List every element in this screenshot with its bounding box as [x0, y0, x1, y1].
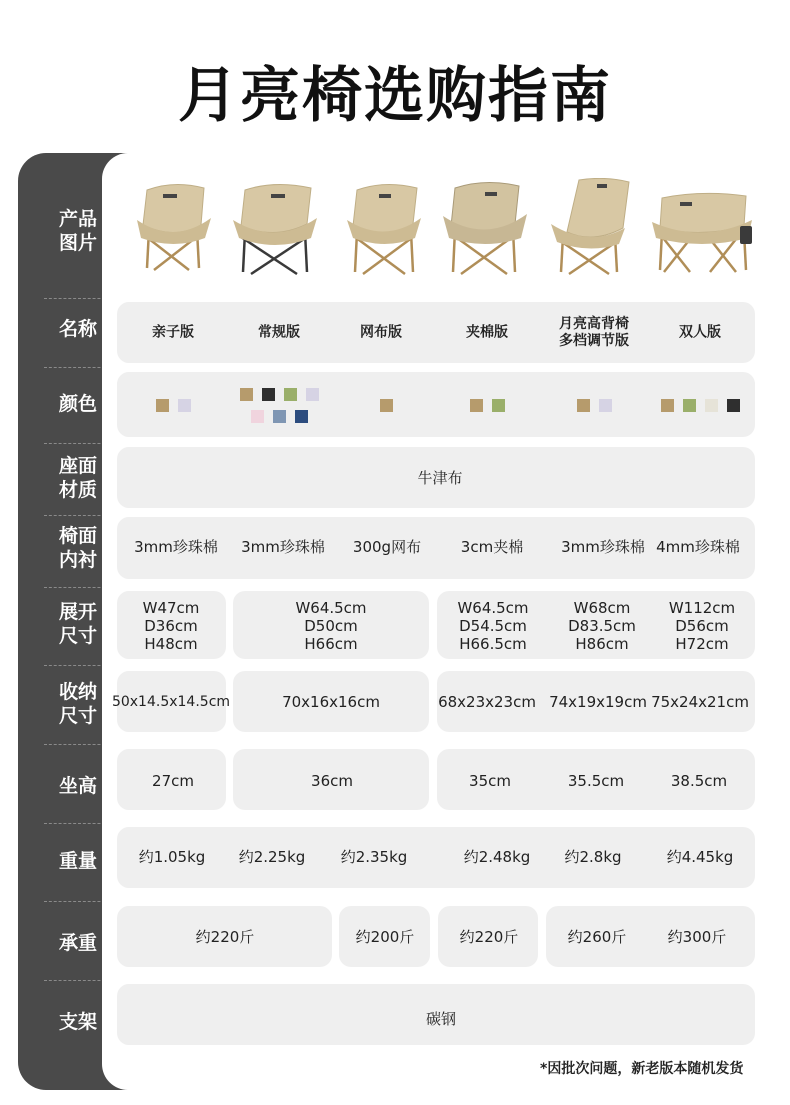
material-value: 牛津布 [417, 469, 463, 487]
lining-value: 3cm夹棉 [460, 538, 524, 556]
label-color: 颜色 [58, 393, 97, 415]
color-swatch [599, 399, 612, 412]
product-name: 网布版 [360, 324, 402, 341]
seat-height-value: 27cm [152, 772, 194, 790]
product-name: 亲子版 [152, 324, 194, 341]
chair-image-kids [129, 180, 219, 275]
label-material: 座面 材质 [58, 455, 97, 501]
lining-value: 3mm珍珠棉 [134, 538, 218, 556]
label-photo: 产品 图片 [58, 207, 97, 254]
load-value: 约300斤 [667, 928, 727, 946]
color-swatch [178, 399, 191, 412]
color-swatch [240, 388, 253, 401]
color-swatch [380, 399, 393, 412]
color-swatch [470, 399, 483, 412]
load-value: 约220斤 [195, 928, 255, 946]
label-seat-height: 坐高 [58, 775, 97, 797]
color-swatch [251, 410, 264, 423]
chair-image-standard [229, 182, 321, 277]
chair-image-highback [549, 178, 633, 278]
product-name: 月亮高背椅 多档调节版 [559, 316, 629, 349]
color-swatch [284, 388, 297, 401]
weight-row [117, 827, 755, 888]
product-name: 双人版 [679, 324, 721, 341]
load-value: 约260斤 [567, 928, 627, 946]
seat-height-value: 35.5cm [567, 772, 625, 790]
label-fold-size: 收纳 尺寸 [58, 681, 97, 727]
seat-height-value: 36cm [311, 772, 353, 790]
color-row [117, 372, 755, 437]
chair-image-padded [441, 180, 529, 277]
color-swatch [577, 399, 590, 412]
weight-value: 约2.35kg [340, 848, 408, 866]
weight-value: 约2.48kg [463, 848, 531, 866]
open-size-value: W64.5cm D50cm H66cm [295, 599, 367, 653]
label-frame: 支架 [58, 1011, 97, 1033]
load-value: 约220斤 [459, 928, 519, 946]
color-swatch [306, 388, 319, 401]
label-name: 名称 [58, 318, 97, 340]
seat-height-value: 38.5cm [670, 772, 728, 790]
fold-size-value: 70x16x16cm [282, 693, 380, 711]
weight-value: 约1.05kg [138, 848, 206, 866]
fold-size-value: 75x24x21cm [651, 693, 749, 711]
lining-value: 3mm珍珠棉 [561, 538, 645, 556]
lining-value: 4mm珍珠棉 [656, 538, 740, 556]
label-load: 承重 [58, 932, 97, 954]
chair-image-double [650, 192, 754, 276]
label-weight: 重量 [58, 850, 97, 872]
color-swatch [295, 410, 308, 423]
frame-value: 碳钢 [425, 1010, 457, 1028]
color-swatch [705, 399, 718, 412]
open-size-value: W68cm D83.5cm H86cm [568, 599, 636, 653]
open-size-value: W112cm D56cm H72cm [668, 599, 736, 653]
weight-value: 约4.45kg [666, 848, 734, 866]
fold-size-value: 74x19x19cm [549, 693, 647, 711]
color-swatch [262, 388, 275, 401]
weight-value: 约2.8kg [564, 848, 622, 866]
label-lining: 椅面 内衬 [58, 525, 97, 571]
color-swatch [492, 399, 505, 412]
footnote: *因批次问题，新老版本随机发货 [540, 1061, 744, 1077]
color-swatch [156, 399, 169, 412]
open-size-value: W47cm D36cm H48cm [142, 599, 200, 653]
color-swatch [727, 399, 740, 412]
fold-size-value: 68x23x23cm [438, 693, 536, 711]
load-value: 约200斤 [355, 928, 415, 946]
product-name: 夹棉版 [466, 324, 508, 341]
product-name: 常规版 [258, 324, 300, 341]
lining-value: 300g网布 [352, 538, 422, 556]
weight-value: 约2.25kg [238, 848, 306, 866]
seat-height-value: 35cm [469, 772, 511, 790]
name-row [117, 302, 755, 363]
color-swatch [661, 399, 674, 412]
color-swatch [273, 410, 286, 423]
open-size-value: W64.5cm D54.5cm H66.5cm [457, 599, 529, 653]
chair-image-mesh [343, 182, 425, 277]
label-open-size: 展开 尺寸 [58, 601, 97, 647]
page-title: 月亮椅选购指南 [178, 61, 612, 131]
fold-size-value: 50x14.5x14.5cm [111, 694, 231, 710]
lining-value: 3mm珍珠棉 [241, 538, 325, 556]
color-swatch [683, 399, 696, 412]
